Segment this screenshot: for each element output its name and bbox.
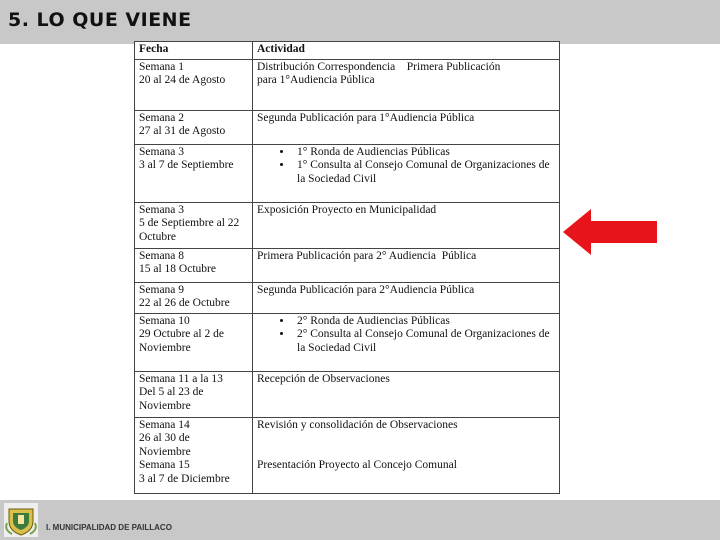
fecha-cell: Semana 3 3 al 7 de Septiembre — [135, 144, 253, 202]
actividad-cell — [253, 313, 560, 371]
fecha-cell: Semana 11 a la 13 Del 5 al 23 de Noviembre — [135, 371, 253, 417]
actividad-cell: Revisión y consolidación de Observaciones Presentación Proyecto al Concejo Comunal — [253, 417, 560, 493]
list-item: • 1° Ronda de Audiencias Públicas — [293, 146, 555, 160]
table-row — [135, 371, 560, 417]
header-fecha: Fecha — [135, 42, 253, 60]
header-actividad: Actividad — [253, 42, 560, 60]
table-row — [135, 313, 560, 371]
actividad-cell: Exposición Proyecto en Municipalidad — [253, 202, 560, 248]
actividad-cell — [253, 144, 560, 202]
table-row — [135, 59, 560, 110]
list-item: • 2° Ronda de Audiencias Públicas — [293, 315, 555, 329]
footer-org-name: I. MUNICIPALIDAD DE PAILLACO — [46, 523, 172, 532]
table-header-row — [135, 42, 560, 60]
fecha-cell: Semana 8 15 al 18 Octubre — [135, 248, 253, 282]
actividad-cell: Distribución Correspondencia Primera Publicación para 1°Audiencia Pública — [253, 59, 560, 110]
fecha-cell: Semana 9 22 al 26 de Octubre — [135, 282, 253, 313]
fecha-cell: Semana 14 26 al 30 de Noviembre Semana 15 3 al 7 de Diciembre — [135, 417, 253, 493]
table-row — [135, 417, 560, 493]
fecha-cell: Semana 2 27 al 31 de Agosto — [135, 110, 253, 144]
list-item: • 1° Consulta al Consejo Comunal de Organizaciones de la Sociedad Civil — [293, 159, 555, 186]
footer-bar — [0, 500, 720, 540]
table-row — [135, 248, 560, 282]
actividad-cell: Segunda Publicación para 1°Audiencia Pública — [253, 110, 560, 144]
fecha-cell: Semana 3 5 de Septiembre al 22 Octubre — [135, 202, 253, 248]
fecha-cell: Semana 1 20 al 24 de Agosto — [135, 59, 253, 110]
schedule-table — [134, 41, 560, 494]
bullet-list — [257, 146, 555, 187]
bullet-list — [257, 315, 555, 356]
actividad-cell: Primera Publicación para 2° Audiencia Pública — [253, 248, 560, 282]
actividad-cell: Recepción de Observaciones — [253, 371, 560, 417]
table-row — [135, 144, 560, 202]
fecha-cell: Semana 10 29 Octubre al 2 de Noviembre — [135, 313, 253, 371]
table-row — [135, 202, 560, 248]
slide-title: 5. LO QUE VIENE — [8, 9, 192, 31]
table-row — [135, 282, 560, 313]
arrow-left-icon — [563, 209, 657, 255]
table-row — [135, 110, 560, 144]
list-item: • 2° Consulta al Consejo Comunal de Organizaciones de la Sociedad Civil — [293, 328, 555, 355]
actividad-cell: Segunda Publicación para 2°Audiencia Pública — [253, 282, 560, 313]
municipal-crest-icon — [4, 503, 38, 537]
